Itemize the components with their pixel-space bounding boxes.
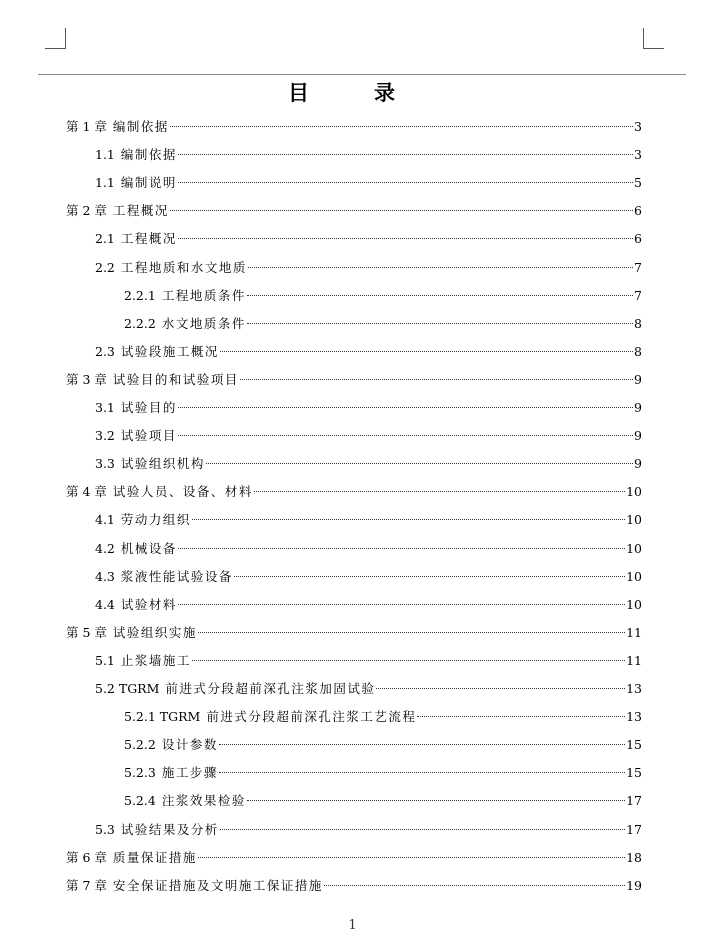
toc-entry[interactable]	[0, 844, 705, 872]
toc-entry-title: 试验段施工概况	[120, 343, 219, 359]
toc-entry[interactable]	[0, 197, 705, 225]
toc-entry-title: 水文地质条件	[161, 315, 246, 331]
toc-entry-title: 试验目的	[120, 400, 177, 415]
toc-title: 目 录	[288, 80, 417, 105]
toc-entry-number: 4.1	[95, 512, 115, 528]
toc-entry-page: 10	[626, 568, 642, 584]
toc-entry-title: 试验结果及分析	[120, 821, 219, 837]
toc-entry-leader	[178, 407, 633, 408]
toc-entry-page: 5	[634, 175, 642, 191]
toc-entry-leader	[417, 716, 625, 717]
toc-entry-number: 2.2	[95, 259, 115, 275]
toc-entry[interactable]	[0, 675, 705, 703]
toc-entry-page: 9	[634, 428, 642, 444]
toc-entry-title: 编制说明	[120, 175, 177, 191]
toc-entry-number: 5.2.2	[124, 737, 156, 753]
toc-entry[interactable]	[0, 703, 705, 731]
toc-entry-number: 第 4 章	[66, 484, 107, 500]
toc-entry-title: 试验人员、设备、材料	[112, 484, 253, 500]
toc-entry-leader	[247, 295, 633, 296]
toc-entry-title: 工程地质和水文地质	[120, 259, 247, 275]
toc-entry-number: 第 5 章	[66, 624, 107, 640]
toc-entry-page: 9	[634, 400, 642, 415]
toc-entry-number: 第 6 章	[66, 849, 107, 865]
toc-entry-page: 15	[626, 765, 642, 781]
toc-entry-title: 前进式分段超前深孔注浆工艺流程	[206, 709, 417, 725]
toc-entry-page: 3	[634, 147, 642, 163]
toc-entry-leader	[198, 632, 625, 633]
toc-entry[interactable]	[0, 872, 705, 900]
toc-entry-title: 工程地质条件	[161, 287, 246, 303]
toc-entry[interactable]	[0, 141, 705, 169]
toc-entry-number: 3.3	[95, 456, 115, 472]
toc-entry[interactable]	[0, 563, 705, 591]
toc-entry-page: 10	[626, 540, 642, 556]
toc-entry-leader	[178, 154, 633, 155]
toc-entry-title: 试验项目	[120, 428, 177, 444]
toc-entry-page: 8	[634, 315, 642, 331]
toc-entry-number: 5.2 TGRM	[95, 681, 160, 696]
toc-entry[interactable]	[0, 619, 705, 647]
toc-entry-number: 3.1	[95, 400, 115, 415]
toc-entry-page: 17	[626, 821, 642, 837]
toc-entry-number: 3.2	[95, 428, 115, 444]
toc-entry-title: 前进式分段超前深孔注浆加固试验	[165, 681, 376, 696]
crop-mark-top-left	[45, 28, 66, 49]
toc-entry-title: 编制依据	[112, 119, 169, 134]
toc-entry[interactable]	[0, 591, 705, 619]
toc-entry[interactable]	[0, 338, 705, 366]
toc-entry-number: 4.3	[95, 568, 115, 584]
toc-entry[interactable]	[0, 113, 705, 141]
toc-entry-page: 6	[634, 231, 642, 247]
toc-entry-number: 5.2.4	[124, 793, 156, 809]
toc-entry-leader	[324, 885, 625, 886]
toc-entry-leader	[247, 323, 633, 324]
toc-entry[interactable]	[0, 169, 705, 197]
toc-entry-leader	[240, 379, 633, 380]
toc-entry-number: 2.2.2	[124, 315, 156, 331]
toc-entry[interactable]	[0, 310, 705, 338]
toc-entry[interactable]	[0, 647, 705, 675]
toc-entry-number: 5.2.1 TGRM	[124, 709, 201, 725]
toc-entry-number: 5.3	[95, 821, 115, 837]
toc-entry-leader	[192, 519, 625, 520]
toc-entry-leader	[254, 491, 625, 492]
toc-entry-page: 8	[634, 343, 642, 359]
toc-entry-title: 试验目的和试验项目	[112, 371, 239, 387]
toc-entry-leader	[220, 829, 625, 830]
toc-entry-number: 1.1	[95, 147, 115, 163]
toc-entry-title: 浆液性能试验设备	[120, 568, 233, 584]
toc-entry-page: 17	[626, 793, 642, 809]
page-number: 1	[348, 918, 357, 933]
toc-entry-leader	[170, 210, 633, 211]
toc-entry-title: 编制依据	[120, 147, 177, 163]
toc-entry-number: 5.2.3	[124, 765, 156, 781]
toc-entry-leader	[178, 548, 625, 549]
toc-entry-title: 止浆墙施工	[120, 652, 191, 668]
toc-entry-leader	[170, 126, 633, 127]
toc-entry-page: 10	[626, 512, 642, 528]
toc-entry-leader	[376, 688, 625, 689]
toc-entry-number: 1.1	[95, 175, 115, 191]
toc-entry[interactable]	[0, 759, 705, 787]
toc-entry-page: 13	[626, 709, 642, 725]
toc-entry-leader	[178, 604, 625, 605]
toc-entry-page: 19	[626, 877, 642, 893]
toc-entry-title: 注浆效果检验	[161, 793, 246, 809]
toc-entry-number: 第 3 章	[66, 371, 107, 387]
toc-entry-number: 第 1 章	[66, 119, 107, 134]
toc-entry-number: 第 7 章	[66, 877, 107, 893]
toc-entry-leader	[178, 435, 633, 436]
toc-entry[interactable]	[0, 254, 705, 282]
toc-entry[interactable]	[0, 394, 705, 422]
toc-entry-title: 工程概况	[112, 203, 169, 219]
toc-entry-page: 18	[626, 849, 642, 865]
toc-entry-number: 4.4	[95, 596, 115, 612]
toc-entry[interactable]	[0, 366, 705, 394]
toc-entry-number: 2.1	[95, 231, 115, 247]
toc-entry-page: 11	[626, 624, 642, 640]
toc-entry-title: 工程概况	[120, 231, 177, 247]
toc-entry-leader	[198, 857, 625, 858]
toc-entry-page: 11	[626, 652, 642, 668]
toc-entry-title: 施工步骤	[161, 765, 218, 781]
toc-entry[interactable]	[0, 478, 705, 506]
toc-entry-leader	[248, 267, 633, 268]
toc-entry[interactable]	[0, 816, 705, 844]
crop-mark-top-right	[643, 28, 664, 49]
toc-entry[interactable]	[0, 506, 705, 534]
toc-entry[interactable]	[0, 787, 705, 815]
toc-entry[interactable]	[0, 731, 705, 759]
toc-entry-number: 2.3	[95, 343, 115, 359]
toc-entry-leader	[192, 660, 625, 661]
toc-entry-number: 第 2 章	[66, 203, 107, 219]
toc-entry-page: 7	[634, 259, 642, 275]
toc-entry-page: 10	[626, 484, 642, 500]
toc-entry[interactable]	[0, 535, 705, 563]
toc-entry-leader	[178, 182, 633, 183]
toc-entry-page: 13	[626, 681, 642, 696]
toc-entry-leader	[178, 238, 633, 239]
toc-entry-page: 9	[634, 371, 642, 387]
header-rule	[38, 74, 686, 75]
toc-entry-title: 试验材料	[120, 596, 177, 612]
toc-entry-title: 安全保证措施及文明施工保证措施	[112, 877, 323, 893]
toc-entry[interactable]	[0, 422, 705, 450]
toc-entry-title: 质量保证措施	[112, 849, 197, 865]
toc-entry-title: 劳动力组织	[120, 512, 191, 528]
toc-entry-leader	[234, 576, 625, 577]
toc-entry-page: 10	[626, 596, 642, 612]
toc-entry-number: 2.2.1	[124, 287, 156, 303]
toc-entry-number: 5.1	[95, 652, 115, 668]
toc-entry-page: 7	[634, 287, 642, 303]
toc-entry-number: 4.2	[95, 540, 115, 556]
toc-entry-leader	[219, 744, 625, 745]
toc-entry-title: 试验组织实施	[112, 624, 197, 640]
toc-entry-leader	[220, 351, 633, 352]
toc-entry-page: 6	[634, 203, 642, 219]
toc-entry[interactable]	[0, 225, 705, 253]
toc-entry[interactable]	[0, 450, 705, 478]
toc-entry-title: 试验组织机构	[120, 456, 205, 472]
toc-entry-leader	[247, 800, 625, 801]
toc-entry-title: 设计参数	[161, 737, 218, 753]
toc-entry[interactable]	[0, 282, 705, 310]
toc-entry-title: 机械设备	[120, 540, 177, 556]
toc-entry-leader	[206, 463, 633, 464]
toc-entry-page: 3	[634, 119, 642, 134]
toc-entry-page: 15	[626, 737, 642, 753]
toc-entry-leader	[219, 772, 625, 773]
toc-entry-page: 9	[634, 456, 642, 472]
